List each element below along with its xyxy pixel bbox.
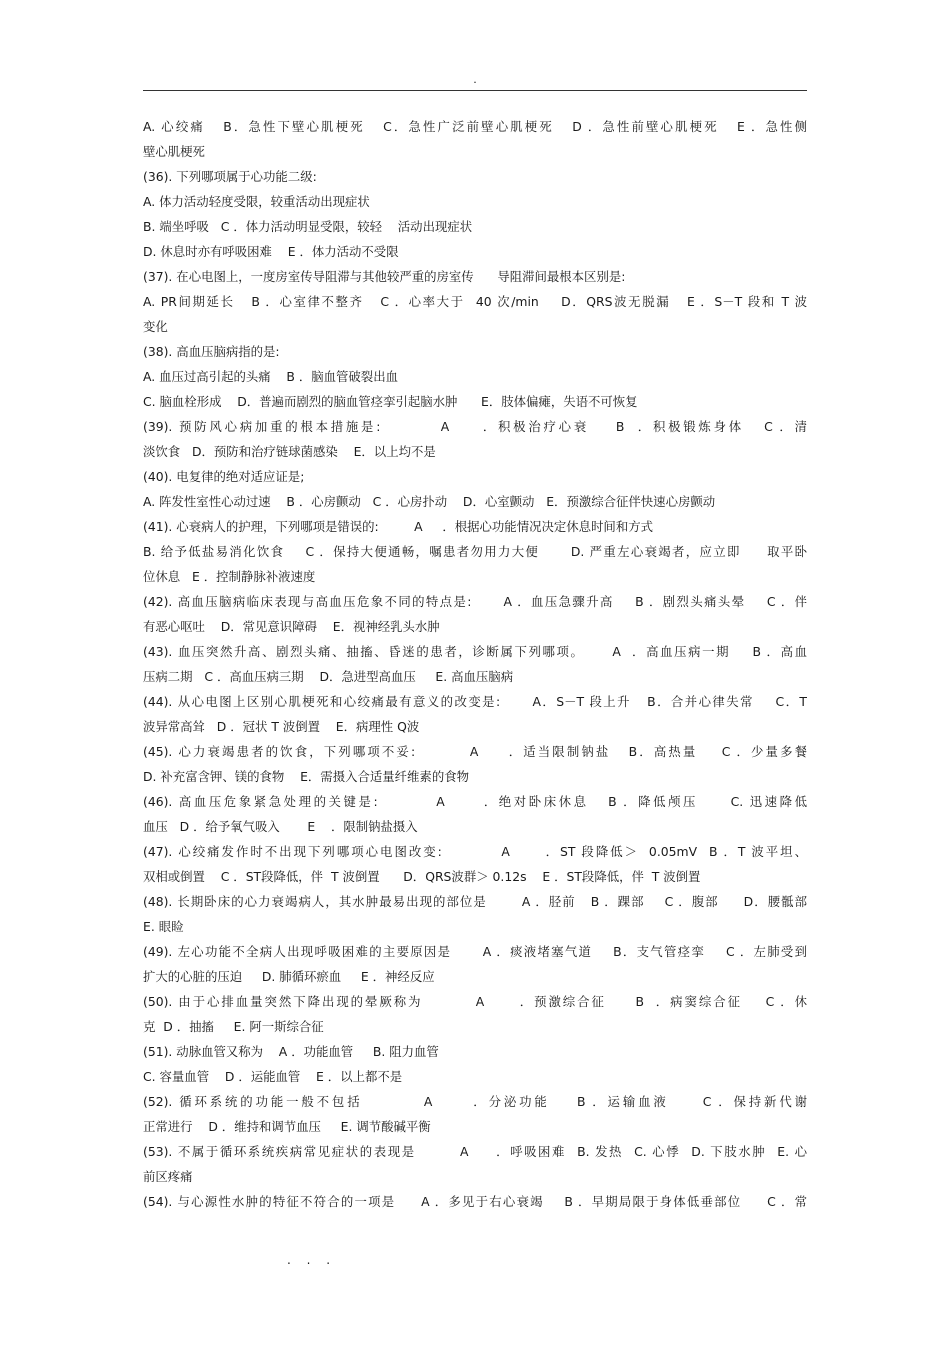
text-line: (51). 动脉血管又称为 A ．功能血管 B. 阻力血管 [143, 1044, 439, 1059]
text-line: 壁心肌梗死 [143, 144, 205, 159]
text-line: E. 眼睑 [143, 919, 184, 934]
text-line: (48). 长期卧床的心力衰竭病人，其水肿最易出现的部位是 A ．胫前 B ．踝部 C ．腹部 D．腰骶部 [143, 894, 807, 909]
header-mark: . [473, 73, 477, 86]
text-line: A. 心绞痛 B．急性下壁心肌梗死 C．急性广泛前壁心肌梗死 D ．急性前壁心肌梗死 E ．急性侧 [143, 119, 807, 134]
text-line: 位休息 E ．控制静脉补液速度 [143, 569, 316, 584]
text-line: (37). 在心电图上，一度房室传导阻滞与其他较严重的房室传 导阻滞间最根本区别是: [143, 269, 626, 284]
text-line: (49). 左心功能不全病人出现呼吸困难的主要原因是 A ．痰液堵塞气道 B．支气管痉挛 C ．左肺受到 [143, 944, 807, 959]
text-line: B. 端坐呼吸 C ．体力活动明显受限，较轻 活动出现症状 [143, 219, 473, 234]
text-line: (38). 高血压脑病指的是: [143, 344, 280, 359]
footer-mark: . . . [287, 1253, 337, 1267]
text-line: 前区疼痛 [143, 1169, 193, 1184]
text-line: D. 补充富含钾、镁的食物 E．需摄入合适量纤维素的食物 [143, 769, 469, 784]
text-line: 血压 D ．给予氧气吸入 E ．限制钠盐摄入 [143, 819, 418, 834]
text-line: (36). 下列哪项属于心功能二级: [143, 169, 317, 184]
text-line: (50). 由于心排血量突然下降出现的晕厥称为 A ．预激综合征 B ．病窦综合征 C ．休 [143, 994, 807, 1009]
text-line: D. 休息时亦有呼吸困难 E ．体力活动不受限 [143, 244, 399, 259]
text-line: (40). 电复律的绝对适应证是; [143, 469, 305, 484]
text-line: (42). 高血压脑病临床表现与高血压危象不同的特点是: A ．血压急骤升高 B ．剧烈头痛头晕 C ．伴 [143, 594, 807, 609]
text-line: 有恶心呕吐 D．常见意识障碍 E．视神经乳头水肿 [143, 619, 440, 634]
text-line: A. PR间期延长 B ．心室律不整齐 C ．心率大于 40 次/min D．QRS波无脱漏 E ．S－T 段和 T 波 [143, 294, 807, 309]
text-line: 淡饮食 D．预防和治疗链球菌感染 E．以上均不是 [143, 444, 436, 459]
text-line: 压病二期 C ．高血压病三期 D．急进型高血压 E. 高血压脑病 [143, 669, 514, 684]
text-line: (52). 循环系统的功能一般不包括 A ．分泌功能 B ．运输血液 C ．保持新代谢 [143, 1094, 807, 1109]
text-line: 扩大的心脏的压迫 D. 肺循环瘀血 E ．神经反应 [143, 969, 435, 984]
text-line: C. 容量血管 D ．运能血管 E ．以上都不是 [143, 1069, 403, 1084]
text-line: 双相或倒置 C ．ST段降低，伴 T 波倒置 D．QRS波群＞ 0.12s E ．ST段降低，伴 T 波倒置 [143, 869, 701, 884]
text-line: (46). 高血压危象紧急处理的关键是: A ．绝对卧床休息 B ．降低颅压 C. 迅速降低 [143, 794, 807, 809]
text-line: (53). 不属于循环系统疾病常见症状的表现是 A ．呼吸困难 B. 发热 C. 心悸 D. 下肢水肿 E. 心 [143, 1144, 807, 1159]
text-line: (54). 与心源性水肿的特征不符合的一项是 A ．多见于右心衰竭 B ．早期局限于身体低垂部位 C ．常 [143, 1194, 807, 1209]
text-line: (45). 心力衰竭患者的饮食，下列哪项不妥: A ．适当限制钠盐 B．高热量 C ．少量多餐 [143, 744, 807, 759]
text-line: (44). 从心电图上区别心肌梗死和心绞痛最有意义的改变是: A．S－T 段上升 B．合并心律失常 C．T [143, 694, 807, 709]
document-body [143, 114, 807, 1214]
text-line: C. 脑血栓形成 D．普遍而剧烈的脑血管痉挛引起脑水肿 E．肢体偏瘫，失语不可恢复 [143, 394, 638, 409]
text-line: A. 阵发性室性心动过速 B ．心房颤动 C ．心房扑动 D．心室颤动 E．预激综合征伴快速心房颤动 [143, 494, 716, 509]
text-line: 变化 [143, 319, 168, 334]
text-line: A. 血压过高引起的头痛 B ．脑血管破裂出血 [143, 369, 398, 384]
text-line: (39). 预防风心病加重的根本措施是: A ．积极治疗心衰 B ．积极锻炼身体 C ．清 [143, 419, 807, 434]
text-line: (47). 心绞痛发作时不出现下列哪项心电图改变: A ．ST 段降低＞ 0.05mV B ．T 波平坦、 [143, 844, 807, 859]
text-line: (41). 心衰病人的护理，下列哪项是错误的: A ．根据心功能情况决定休息时间和方式 [143, 519, 653, 534]
text-line: B. 给予低盐易消化饮食 C ．保持大便通畅，嘱患者勿用力大便 D. 严重左心衰竭者，应立即 取平卧 [143, 544, 807, 559]
text-line: (43). 血压突然升高、剧烈头痛、抽搐、昏迷的患者，诊断属下列哪项。 A ．高血压病一期 B ．高血 [143, 644, 807, 659]
text-line: 波异常高耸 D ．冠状 T 波倒置 E．病理性 Q波 [143, 719, 420, 734]
header-rule [143, 90, 807, 91]
text-line: 正常进行 D ．维持和调节血压 E. 调节酸碱平衡 [143, 1119, 431, 1134]
text-line: 克 D ．抽搐 E. 阿一斯综合征 [143, 1019, 324, 1034]
text-line: A. 体力活动轻度受限，较重活动出现症状 [143, 194, 370, 209]
